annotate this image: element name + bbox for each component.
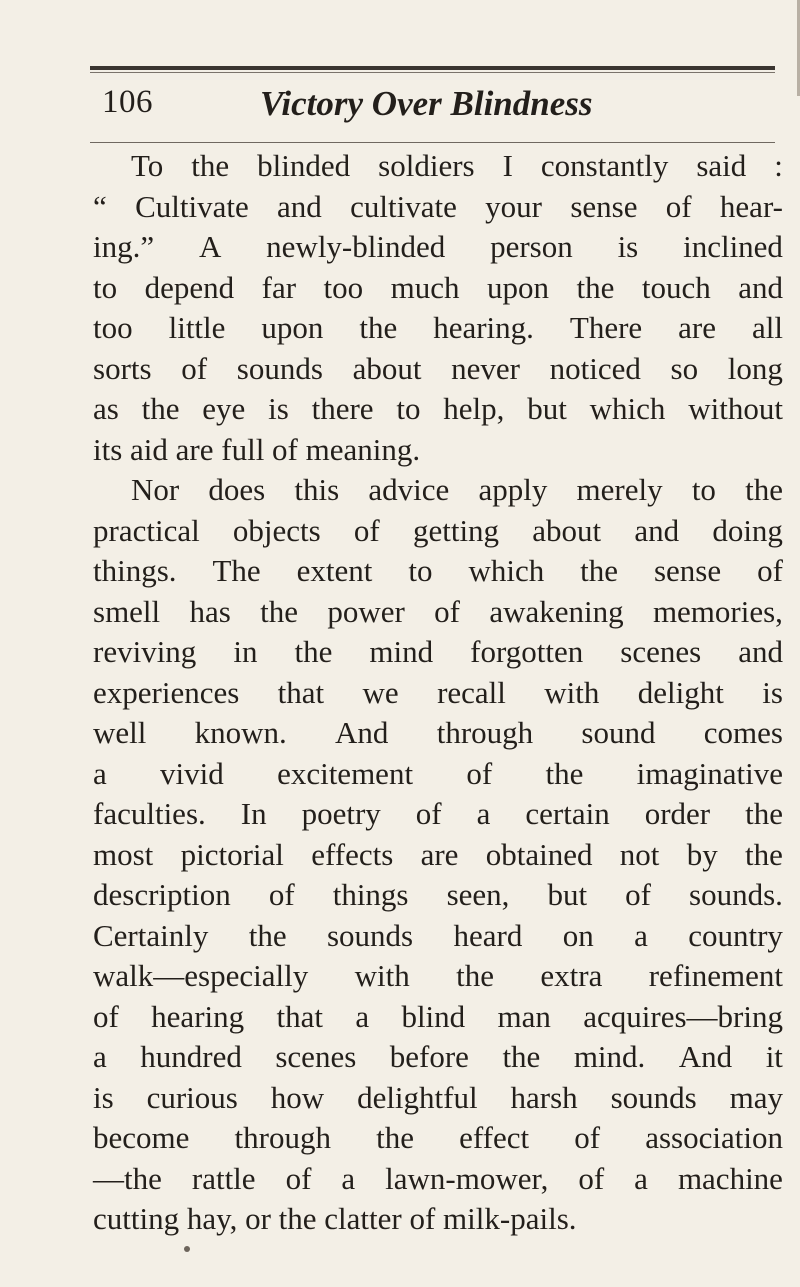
text-line: Nor does this advice apply merely to the bbox=[131, 472, 783, 507]
text-line: practical objects of getting about and doing bbox=[93, 512, 783, 548]
text-line: as the eye is there to help, but which without bbox=[93, 391, 783, 426]
text-line: “ Cultivate and cultivate your sense of hear- bbox=[93, 188, 783, 224]
top-rule-thin bbox=[90, 72, 775, 73]
text-line: well known. And through sound comes bbox=[93, 715, 783, 750]
text-line: faculties. In poetry of a certain order the bbox=[93, 796, 783, 831]
text-line: experiences that we recall with delight is bbox=[93, 674, 783, 710]
text-line: reviving in the mind forgotten scenes and bbox=[93, 634, 783, 669]
text-line: a vivid excitement of the imaginative bbox=[93, 755, 783, 791]
text-line: smell has the power of awakening memories, bbox=[93, 593, 783, 629]
body-text bbox=[93, 146, 783, 1240]
text-line: Certainly the sounds heard on a country bbox=[93, 917, 783, 953]
running-head bbox=[90, 84, 775, 134]
text-line: of hearing that a blind man acquires—bring bbox=[93, 998, 783, 1034]
text-line: —the rattle of a lawn-mower, of a machine bbox=[93, 1160, 783, 1196]
text-line: most pictorial effects are obtained not by the bbox=[93, 836, 783, 872]
text-line: ing.” A newly-blinded person is inclined bbox=[93, 229, 783, 264]
text-line: a hundred scenes before the mind. And it bbox=[93, 1039, 783, 1074]
text-line: its aid are full of meaning. bbox=[93, 431, 421, 467]
text-line: to depend far too much upon the touch and bbox=[93, 269, 783, 305]
header-rule bbox=[90, 142, 775, 143]
top-rule bbox=[90, 66, 775, 70]
text-line: description of things seen, but of sounds. bbox=[93, 877, 783, 912]
text-line: cutting hay, or the clatter of milk-pails. bbox=[93, 1201, 577, 1236]
text-line: things. The extent to which the sense of bbox=[93, 553, 783, 588]
text-line: walk—especially with the extra refinement bbox=[93, 958, 783, 993]
text-line: too little upon the hearing. There are all bbox=[93, 310, 783, 345]
text-line: sorts of sounds about never noticed so long bbox=[93, 350, 783, 386]
page-number: 106 bbox=[102, 84, 153, 120]
running-title: Victory Over Blindness bbox=[260, 84, 593, 123]
text-line: is curious how delightful harsh sounds may bbox=[93, 1079, 783, 1115]
text-line: become through the effect of association bbox=[93, 1120, 783, 1155]
ink-speck bbox=[184, 1246, 190, 1252]
text-line: To the blinded soldiers I constantly said : bbox=[131, 148, 783, 183]
